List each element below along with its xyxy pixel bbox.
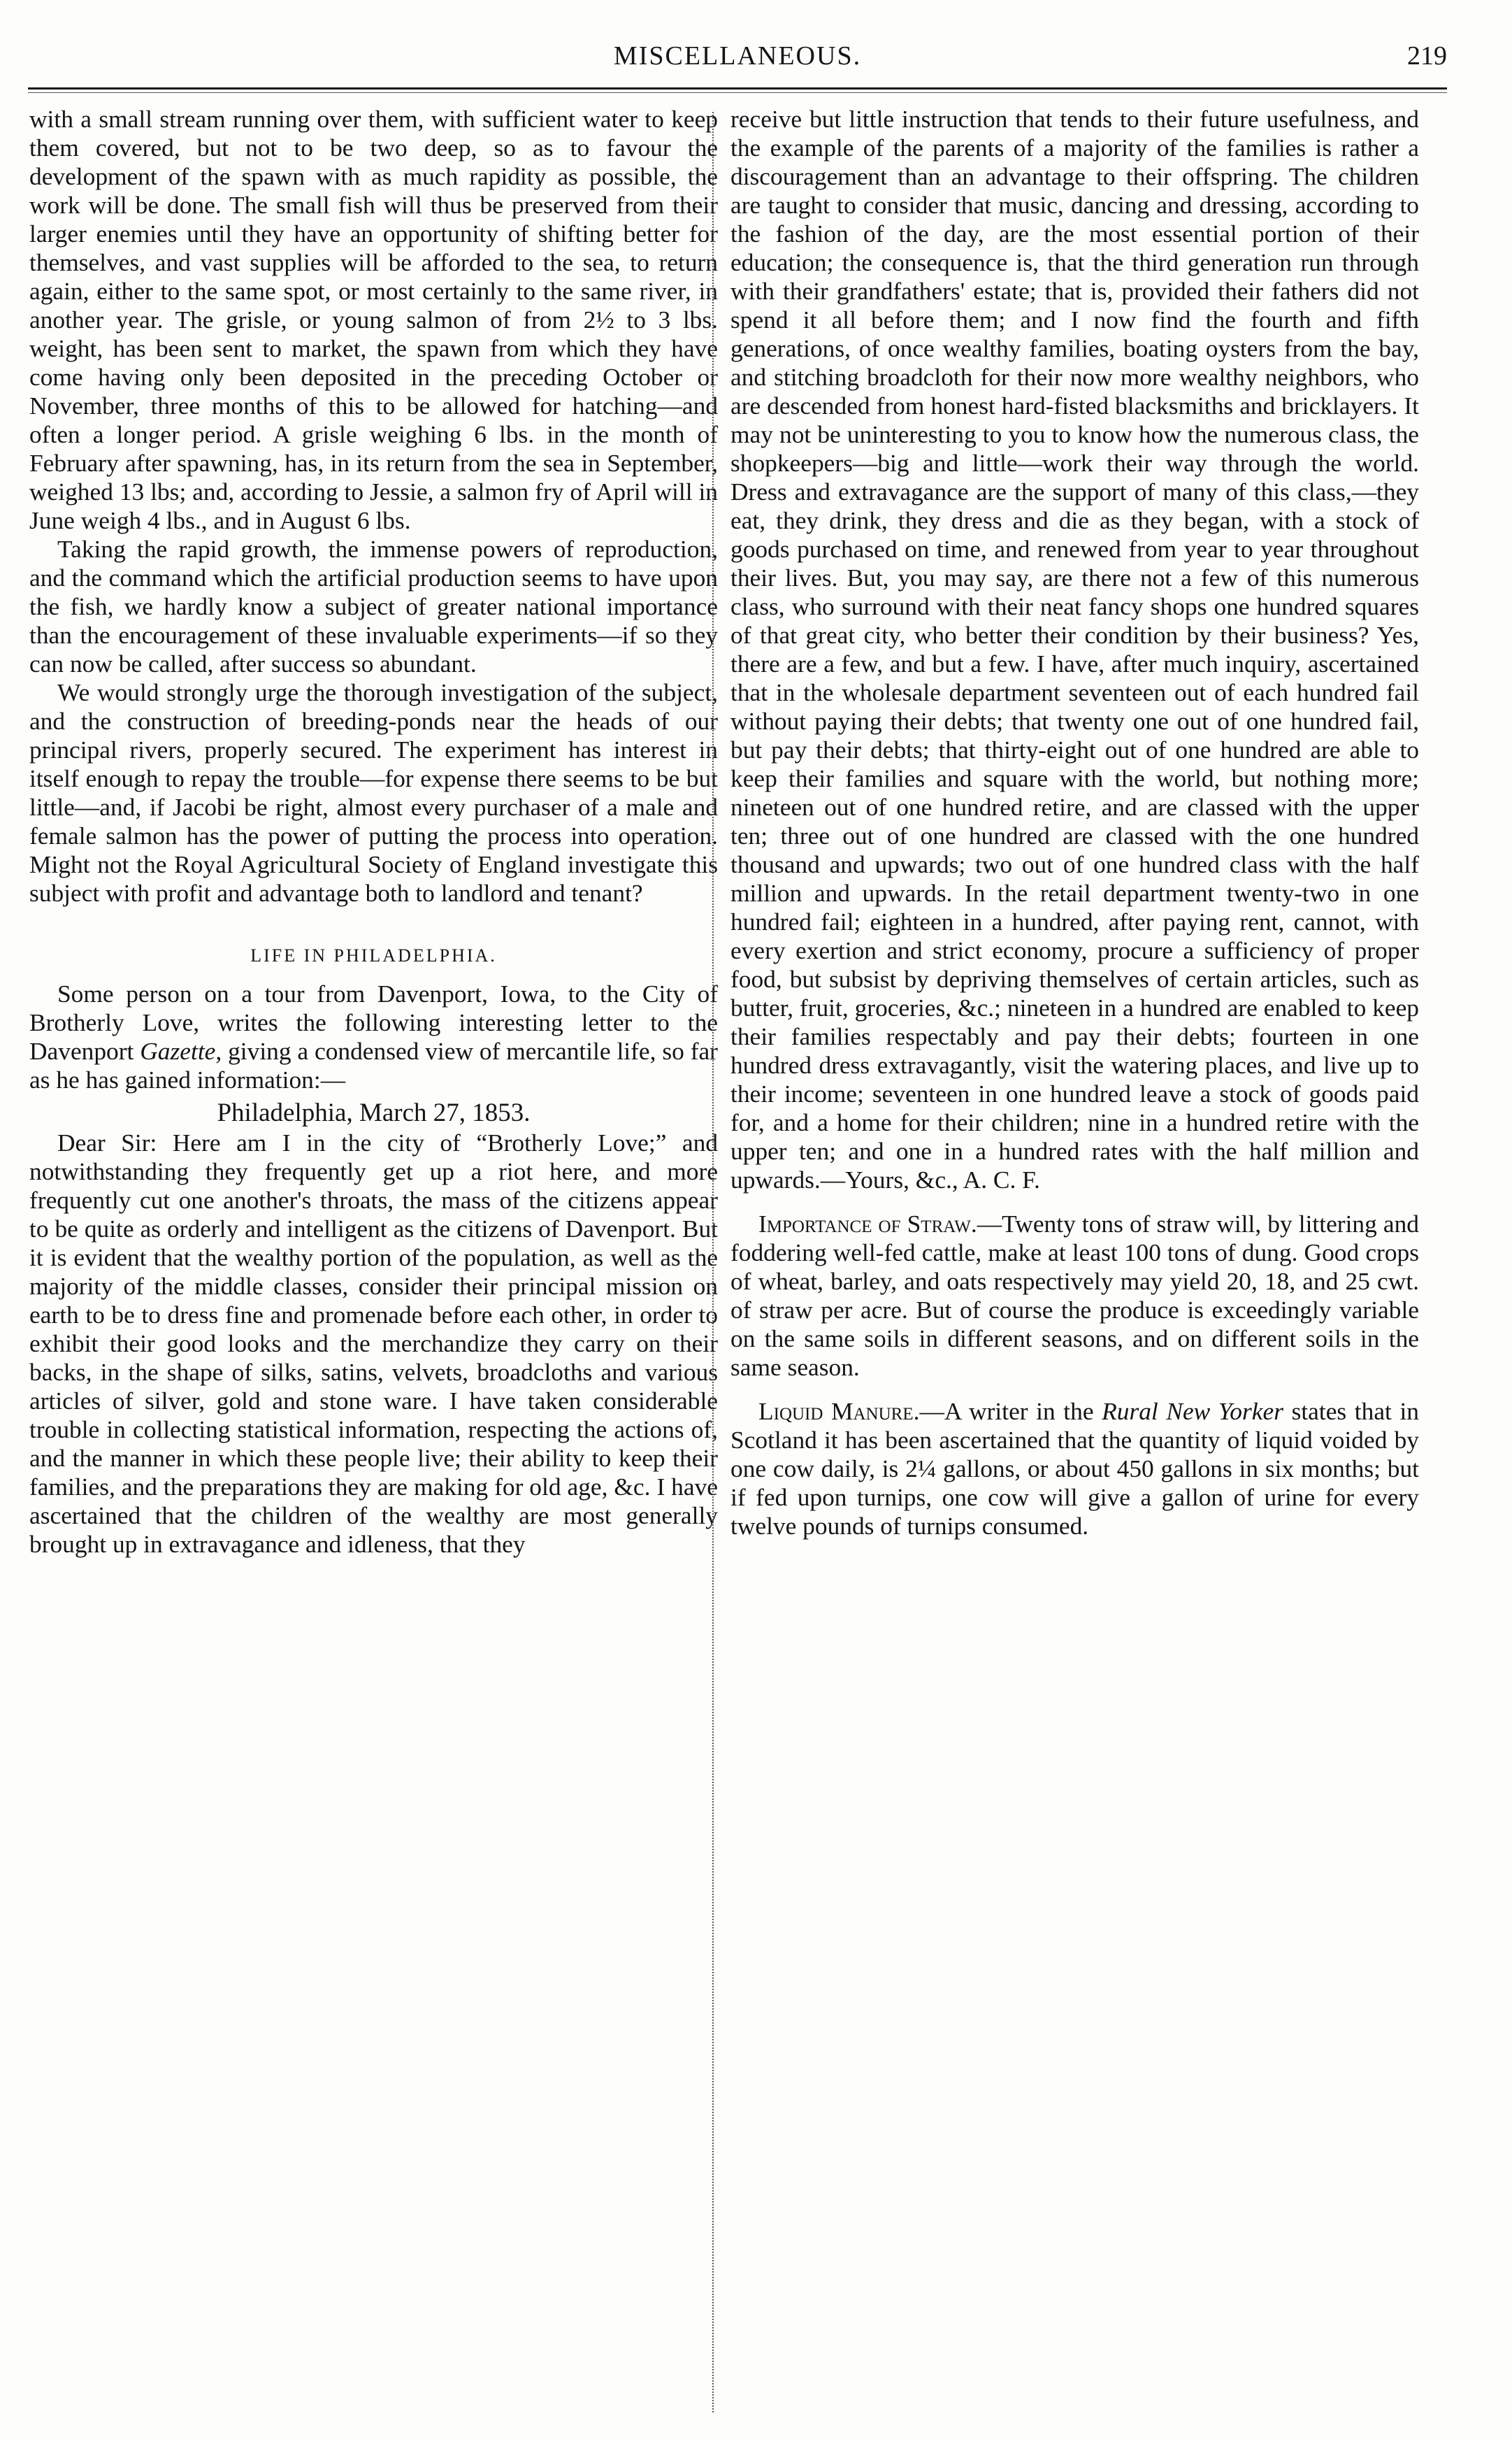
letter-dateline: Philadelphia, March 27, 1853. <box>217 1099 531 1127</box>
philadelphia-intro <box>29 980 718 1094</box>
salmon-paragraph-3: We would strongly urge the thorough investigation of the subject, and the construction of breeding-ponds near the heads of our principal rivers, properly secured. The experiment has interest in itself enough to repay the trouble—for expense there seems to be but little—and, if Jacobi be right, almost every purchaser of a male and female salmon has the power of putting the process into operation. Might not the Royal Agricultural Society of England investigate this subject with profit and advantage both to landlord and tenant? <box>29 678 718 907</box>
intro-text: Some person on a tour from Davenport, Iowa, to the City of Brotherly Love, writes the following interesting letter to the Davenport <box>29 980 718 1065</box>
letter-body-continuation: receive but little instruction that tends to their future usefulness, and the example of the parents of a majority of the families is rather a discouragement than an advantage to their offspring. The children are taught to consider that music, dancing and dressing, according to the fashion of the day, are the most essential portion of their education; the consequence is, that the third generation run through with their grandfathers' estate; that is, provided their fathers did not spend it all before them; and I now find the fourth and fifth generations, of once wealthy families, boating oysters from the bay, and stitching broadcloth for their now more wealthy neighbors, who are descended from honest hard-fisted blacksmiths and bricklayers. It may not be uninteresting to you to know how the numerous class, the shopkeepers—big and little—work their way through the world. Dress and extravagance are the support of many of this class,—they eat, they drink, they dress and die as they began, with a stock of goods purchased on time, and renewed from year to year throughout their lives. But, you may say, are there not a few of this numerous class, who surround with their neat fancy shops one hundred squares of that great city, who better their condition by their business? Yes, there are a few, and but a few. I have, after much inquiry, ascertained that in the wholesale department seventeen out of each hundred fail without paying their debts; that twenty one out of one hundred fail, but pay their debts; that thirty-eight out of one hundred are able to keep their families and square with the world, but nothing more; nineteen out of one hundred retire, and are classed with the upper ten; three out of one hundred are classed with the one hundred thousand and upwards; two out of one hundred class with the half million and upwards. In the retail department twenty-two in one hundred fail; eighteen in a hundred, after paying rent, cannot, with every exertion and strict economy, procure a sufficiency of proper food, but subsist by depriving themselves of certain articles, such as butter, fruit, groceries, &c.; nineteen in a hundred are enabled to keep their families respectably and pay their debts; fourteen in one hundred dress extravagantly, visit the watering places, and live up to their income; seventeen in one hundred leave a stock of goods paid for, and a home for their children; nine in a hundred retire with the upper ten; and one in a hundred rates with the half million and upwards.—Yours, &c., A. C. F. <box>730 105 1419 1194</box>
rural-new-yorker-title: Rural New Yorker <box>1102 1397 1283 1425</box>
right-column <box>730 105 1419 1540</box>
article-heading-life-in-philadelphia: LIFE IN PHILADELPHIA. <box>250 945 497 966</box>
letter-body-start: Dear Sir: Here am I in the city of “Brotherly Love;” and notwithstanding they frequently get up a riot here, and more frequently cut one another's throats, the mass of the citizens appear to be quite as orderly and intelligent as the citizens of Davenport. But it is evident that the wealthy portion of the population, as well as the majority of the middle classes, consider their principal mission on earth to be to dress fine and promenade before each other, in order to exhibit their good looks and the merchandize they carry on their backs, in the shape of silks, satins, velvets, broadcloths and various articles of silver, gold and stone ware. I have taken considerable trouble in collecting statistical information, respecting the actions of, and the manner in which these people live; their ability to keep their families, and the preparations they are making for old age, &c. I have ascertained that the children of the wealthy are most generally brought up in extravagance and idleness, that they <box>29 1129 718 1558</box>
liquid-manure-title: Liquid Manure. <box>758 1397 920 1425</box>
salmon-article-continuation: with a small stream running over them, with sufficient water to keep them covered, but not to be two deep, so as to favour the development of the spawn with as much rapidity as possible, the work will be done. The small fish will thus be preserved from their larger enemies until they have an opportunity of shifting better for themselves, and vast supplies will be afforded to the sea, to return again, either to the same spot, or most certainly to the same river, in another year. The grisle, or young salmon of from 2½ to 3 lbs. weight, has been sent to market, the spawn from which they have come having only been deposited in the preceding October or November, three months of this to be allowed for hatching—and often a longer period. A grisle weighing 6 lbs. in the month of February after spawning, has, in its return from the sea in September, weighed 13 lbs; and, according to Jessie, a salmon fry of April will in June weigh 4 lbs., and in August 6 lbs. <box>29 105 718 534</box>
liquid-manure-article <box>730 1397 1419 1540</box>
header-rule-thin <box>28 92 1447 93</box>
section-title: MISCELLANEOUS. <box>613 41 862 71</box>
salmon-paragraph-2: Taking the rapid growth, the immense powers of reproduction, and the command which the artificial production seems to have upon the fish, we hardly know a subject of greater national importance than the encouragement of these invaluable experiments—if so they can now be called, after success so abundant. <box>29 535 718 678</box>
spacer <box>730 1382 1419 1397</box>
gazette-title: Gazette, <box>140 1037 222 1065</box>
straw-article-text: —Twenty tons of straw will, by littering and foddering well-fed cattle, make at least 100 tons of dung. Good crops of wheat, barley, and oats respectively may yield 20, 18, and 25 cwt. of straw per acre. But of course the produce is exceedingly variable on the same soils in different seasons, and on different soils in the same season. <box>730 1210 1419 1381</box>
spacer <box>730 1194 1419 1210</box>
column-divider <box>712 112 714 2412</box>
page-number: 219 <box>1407 41 1447 71</box>
left-column <box>29 105 718 1559</box>
straw-article <box>730 1210 1419 1382</box>
liquid-manure-text-a: —A writer in the <box>919 1397 1094 1425</box>
intro-text-end: giving a condensed view of mercantile life, so far as he has gained information:— <box>29 1037 718 1094</box>
liquid-manure-text-b: states that in Scotland it has been ascertained that the quantity of liquid voided by one cow daily, is 2¼ gallons, or about 450 gallons in six months; but if fed upon turnips, one cow will give a gallon of urine for every twelve pounds of turnips consumed. <box>730 1397 1419 1540</box>
running-head <box>28 41 1447 83</box>
header-rule <box>28 87 1447 90</box>
straw-article-title: Importance of Straw. <box>758 1210 977 1238</box>
